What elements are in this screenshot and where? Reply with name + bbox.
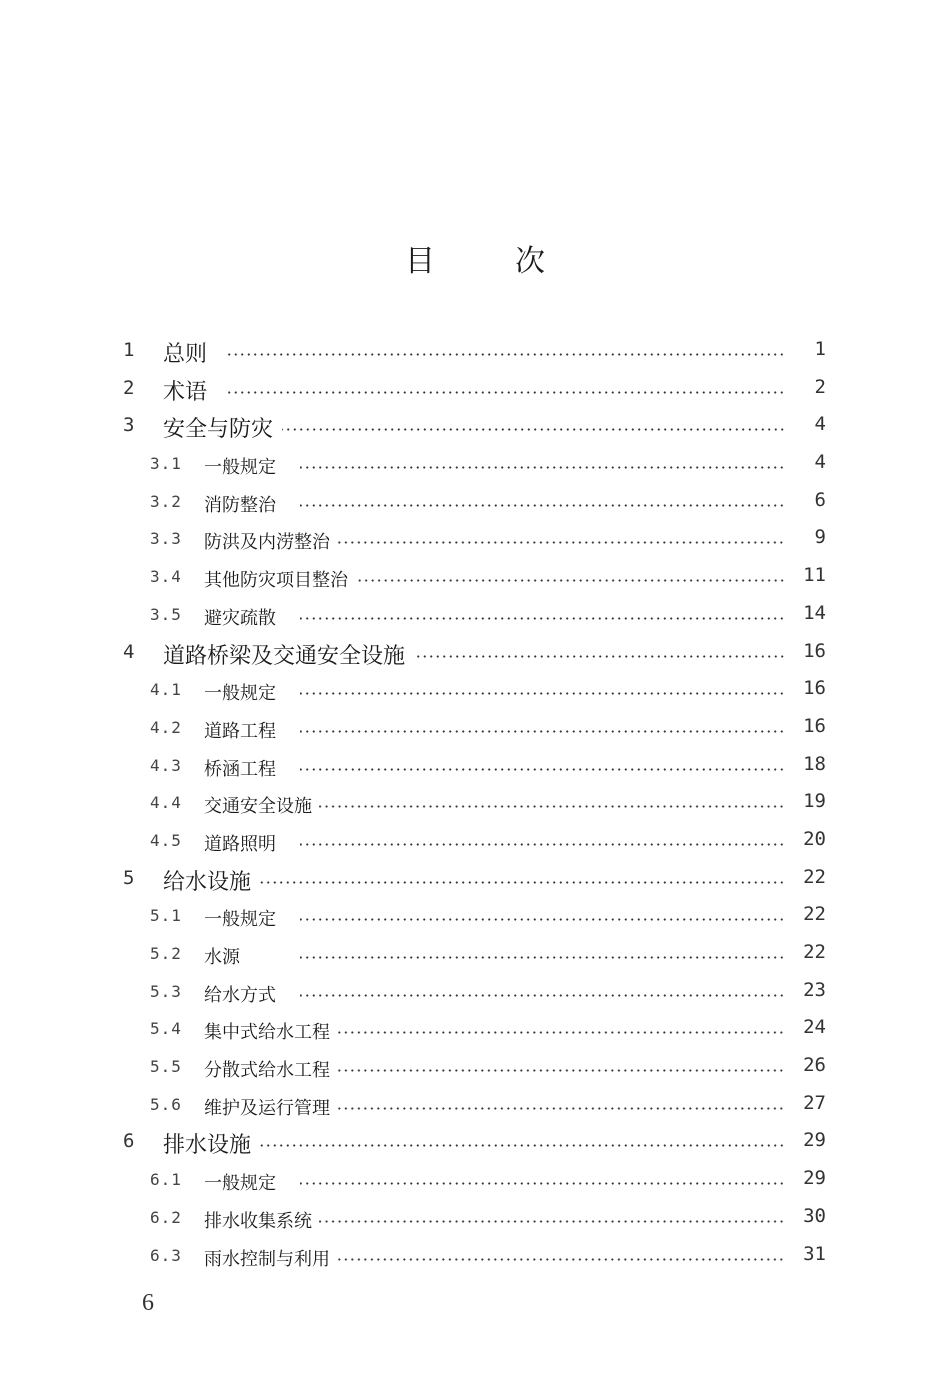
toc-leader-dots [300, 768, 785, 771]
toc-leader-dots [300, 466, 785, 469]
toc-entry-number: 4.1 [150, 680, 182, 700]
toc-entry[interactable] [0, 597, 950, 635]
toc-leader-dots [319, 805, 785, 808]
toc-entry-number: 5.4 [150, 1019, 182, 1039]
toc-entry[interactable] [0, 785, 950, 823]
toc-leader-dots [300, 843, 785, 846]
toc-entry-page: 11 [803, 564, 826, 587]
toc-entry-page: 23 [803, 978, 826, 1001]
toc-entry-page: 19 [803, 790, 826, 813]
toc-entry-number: 5.2 [150, 944, 182, 963]
toc-leader-dots [300, 504, 785, 507]
toc-entry[interactable] [0, 333, 950, 371]
toc-entry-label: 一般规定 [204, 909, 276, 931]
toc-entry-number: 5.6 [150, 1094, 182, 1114]
toc-entry-page: 22 [803, 865, 826, 888]
toc-leader-dots [337, 1031, 785, 1034]
toc-entry[interactable] [0, 1087, 950, 1125]
toc-entry-number: 4.3 [150, 755, 182, 775]
toc-entry-page: 18 [803, 752, 826, 775]
toc-entry-label: 给水方式 [204, 984, 276, 1006]
toc-entry-label: 总则 [163, 342, 208, 367]
toc-entry-label: 集中式给水工程 [204, 1022, 330, 1044]
toc-entry-number: 5.5 [150, 1057, 182, 1077]
toc-entry-page: 26 [803, 1054, 826, 1077]
toc-entry-label: 一般规定 [204, 457, 276, 479]
toc-entry-page: 20 [803, 827, 826, 850]
toc-entry-number: 4.2 [150, 717, 182, 737]
toc-entry-page: 29 [803, 1167, 826, 1190]
toc-entry-page: 1 [814, 338, 826, 360]
toc-entry-label: 避灾疏散 [204, 607, 276, 629]
toc-entry[interactable] [0, 484, 950, 522]
toc-leader-dots [300, 918, 785, 921]
toc-entry-label: 维护及运行管理 [204, 1097, 330, 1119]
toc-entry[interactable] [0, 974, 950, 1012]
toc-entry-page: 4 [814, 451, 826, 474]
toc-entry-label: 排水收集系统 [204, 1210, 312, 1232]
toc-leader-dots [226, 353, 785, 356]
toc-entry-page: 9 [814, 526, 826, 549]
toc-entry-label: 道路照明 [204, 833, 276, 855]
toc-leader-dots [259, 881, 785, 884]
toc-entry-label: 其他防灾项目整治 [204, 570, 348, 592]
toc-leader-dots [417, 655, 786, 658]
toc-entry-number: 2 [123, 376, 135, 399]
title-char-2: 次 [515, 244, 545, 279]
toc-entry-label: 给水设施 [163, 869, 252, 895]
toc-entry-number: 5.1 [150, 906, 182, 926]
toc-entry[interactable] [0, 1011, 950, 1049]
toc-entry-page: 2 [814, 375, 826, 398]
toc-leader-dots [337, 1069, 785, 1072]
toc-entry-number: 4 [123, 640, 135, 663]
toc-entry-page: 16 [803, 639, 826, 662]
toc-entry[interactable] [0, 1049, 950, 1087]
toc-entry-page: 31 [803, 1242, 826, 1265]
toc-entry-label: 道路工程 [204, 720, 276, 742]
toc-entry-label: 雨水控制与利用 [204, 1248, 330, 1270]
toc-leader-dots [226, 391, 785, 394]
toc-leader-dots [337, 1107, 785, 1110]
toc-leader-dots [300, 617, 785, 620]
toc-entry-label: 桥涵工程 [204, 758, 276, 780]
toc-entry-label: 分散式给水工程 [204, 1060, 330, 1082]
toc-entry-label: 交通安全设施 [204, 796, 312, 818]
toc-entry-number: 6.3 [150, 1245, 182, 1265]
toc-entry[interactable] [0, 710, 950, 748]
toc-leader-dots [282, 428, 786, 431]
toc-entry-page: 22 [803, 903, 826, 926]
toc-entry[interactable] [0, 936, 950, 974]
toc-leader-dots [300, 692, 785, 695]
toc-entry-label: 一般规定 [204, 1173, 276, 1195]
toc-entry[interactable] [0, 408, 950, 446]
toc-entry[interactable] [0, 371, 950, 409]
toc-entry[interactable] [0, 1238, 950, 1276]
toc-leader-dots [259, 1144, 785, 1147]
page-title [0, 236, 950, 280]
toc-entry[interactable] [0, 446, 950, 484]
toc-entry-number: 1 [123, 339, 135, 361]
toc-entry-number: 4.5 [150, 830, 182, 850]
toc-entry[interactable] [0, 521, 950, 559]
toc-entry-page: 27 [803, 1091, 826, 1114]
toc-entry-page: 14 [803, 601, 826, 624]
toc-leader-dots [300, 1182, 785, 1185]
toc-entry[interactable] [0, 898, 950, 936]
toc-entry-number: 3.1 [150, 454, 182, 474]
toc-entry-label: 消防整治 [204, 494, 276, 516]
toc-leader-dots [356, 579, 785, 582]
toc-entry-label: 排水设施 [163, 1133, 252, 1159]
toc-entry-number: 6 [123, 1130, 135, 1153]
toc-leader-dots [300, 994, 785, 997]
toc-entry-number: 6.1 [150, 1170, 182, 1190]
toc-leader-dots [300, 956, 785, 959]
toc-leader-dots [337, 1258, 785, 1261]
toc-entry-label: 水源 [204, 947, 240, 968]
toc-entry-number: 3 [123, 414, 135, 437]
toc-entry-number: 6.2 [150, 1207, 182, 1227]
toc-entry[interactable] [0, 672, 950, 710]
toc-entry[interactable] [0, 559, 950, 597]
toc-entry[interactable] [0, 635, 950, 673]
toc-entry-page: 24 [803, 1016, 826, 1039]
toc-entry[interactable] [0, 1124, 950, 1162]
toc-entry-page: 30 [803, 1204, 826, 1227]
toc-entry-label: 道路桥梁及交通安全设施 [163, 643, 406, 669]
toc-entry-page: 29 [803, 1129, 826, 1152]
toc-entry-label: 一般规定 [204, 683, 276, 705]
toc-entry-number: 5.3 [150, 981, 182, 1001]
table-of-contents [0, 333, 950, 1275]
toc-entry[interactable] [0, 1200, 950, 1238]
toc-entry-number: 3.4 [150, 567, 182, 587]
toc-entry-page: 16 [803, 714, 826, 737]
toc-entry-label: 安全与防灾 [163, 417, 274, 443]
toc-entry-page: 22 [803, 941, 826, 963]
toc-entry-label: 防洪及内涝整治 [204, 532, 330, 554]
title-char-1: 目 [405, 244, 435, 279]
toc-entry-page: 6 [814, 488, 826, 511]
toc-leader-dots [337, 541, 785, 544]
toc-entry[interactable] [0, 748, 950, 786]
toc-entry-label: 术语 [163, 379, 208, 405]
toc-entry-number: 3.2 [150, 491, 182, 511]
toc-entry-page: 4 [814, 413, 826, 436]
toc-leader-dots [300, 730, 785, 733]
toc-entry[interactable] [0, 861, 950, 899]
toc-entry-number: 3.5 [150, 604, 182, 624]
toc-entry-number: 4.4 [150, 793, 182, 813]
footer-page-number: 6 [142, 1290, 154, 1316]
toc-entry-number: 5 [123, 866, 135, 889]
toc-entry[interactable] [0, 823, 950, 861]
toc-entry-page: 16 [803, 677, 826, 700]
toc-entry-number: 3.3 [150, 529, 182, 549]
toc-entry[interactable] [0, 1162, 950, 1200]
toc-leader-dots [319, 1220, 785, 1223]
